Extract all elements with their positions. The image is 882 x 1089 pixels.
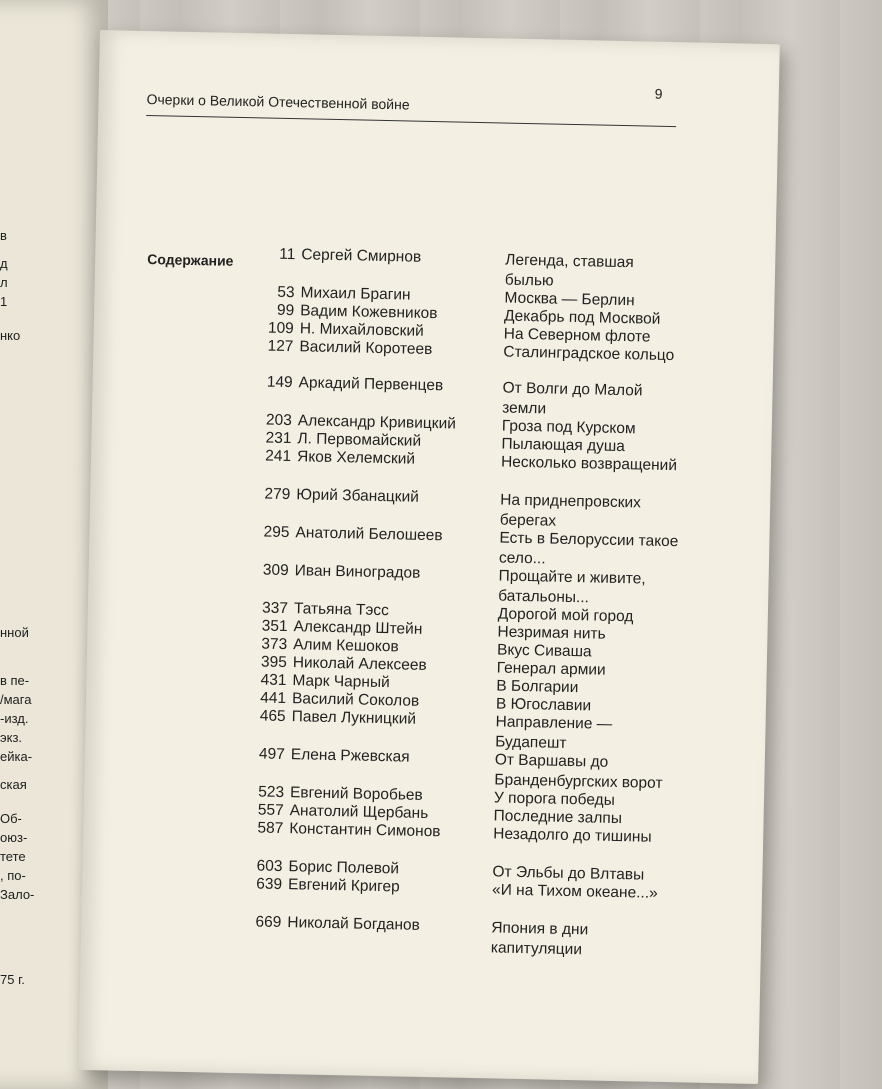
toc-entry-page: 669 — [255, 913, 282, 931]
toc-entry-author: Евгений Воробьев — [289, 784, 423, 804]
toc-entry-author: Василий Соколов — [291, 690, 420, 710]
toc-entry-title: Дорогой мой город — [497, 605, 634, 626]
toc-entry-page: 587 — [257, 819, 284, 838]
left-page-text-fragment: ская — [0, 777, 27, 792]
left-page-text-fragment: , по- — [0, 868, 26, 883]
running-header-title: Очерки о Великой Отечественной войне — [146, 90, 410, 113]
toc-entry-title: Есть в Белоруссии такое село... — [498, 529, 679, 568]
toc-entry-title: Москва — Берлин — [504, 289, 635, 310]
toc-entry-page: 53 — [277, 283, 295, 302]
toc-entry — [93, 370, 773, 418]
toc-entry-author: Василий Коротеев — [299, 338, 433, 359]
toc-entry-author: Анатолий Белошеев — [295, 524, 443, 545]
toc-entry-page: 231 — [265, 429, 292, 448]
toc-entry-title: От Эльбы до Влтавы — [492, 863, 645, 884]
toc-entry-page: 431 — [260, 671, 287, 690]
toc-entry-page: 639 — [256, 875, 283, 894]
toc-entry-title: Прощайте и живите, батальоны... — [498, 567, 646, 607]
toc-entry-author: Александр Штейн — [293, 618, 423, 638]
left-page-text-fragment: экз. — [0, 730, 23, 745]
left-page-text-fragment: /мага — [0, 692, 32, 707]
toc-entry-author: Николай Алексеев — [292, 654, 427, 674]
toc-entry-page: 241 — [265, 447, 292, 466]
toc-entry-author: Аркадий Первенцев — [298, 374, 444, 395]
toc-entry-title: Легенда, ставшая былью — [504, 251, 634, 290]
toc-entry-page: 149 — [266, 373, 293, 392]
left-page-text-fragment: Зало- — [0, 887, 35, 902]
toc-entry-title: От Варшавы до Бранденбургских ворот — [494, 751, 663, 792]
toc-entry — [83, 854, 763, 884]
toc-entry-title: Несколько возвращений — [500, 453, 678, 475]
toc-entry-title: Незримая нить — [497, 623, 606, 643]
toc-entry-page: 603 — [256, 857, 283, 876]
toc-entry-page: 99 — [276, 301, 295, 320]
toc-entry-page: 373 — [261, 635, 288, 654]
toc-entry-title: На Северном флоте — [503, 325, 651, 346]
toc-entry-page: 557 — [257, 801, 284, 820]
toc-entry-author: Татьяна Тэсс — [293, 600, 390, 620]
toc-entry-title: Декабрь под Москвой — [503, 307, 661, 328]
toc-entry — [82, 910, 762, 959]
toc-entry-page: 109 — [267, 319, 294, 338]
toc-entry-page: 127 — [267, 337, 294, 356]
toc-entry-author: Александр Кривицкий — [297, 412, 457, 433]
toc-entry-title: Пылающая душа — [501, 435, 626, 456]
header-rule — [146, 115, 676, 127]
toc-heading: Содержание — [147, 251, 234, 269]
page-number: 9 — [654, 85, 663, 102]
toc-entry-page: 279 — [264, 485, 291, 504]
toc-entry-title: Гроза под Курском — [501, 417, 636, 438]
toc-entry-page: 337 — [261, 599, 289, 618]
toc-entry-page: 11 — [279, 245, 296, 264]
left-page-text-fragment: тете — [0, 849, 26, 864]
toc-entry-title: Сталинградское кольцо — [503, 343, 675, 365]
left-page-text-fragment: 1 — [0, 294, 8, 309]
toc-entry-author: Вадим Кожевников — [299, 302, 438, 323]
toc-entry-title: На приднепровских берегах — [499, 491, 642, 530]
left-page-text-fragment: Об- — [0, 811, 22, 826]
left-page-text-fragment: 75 г. — [0, 972, 25, 987]
left-page-text-fragment: оюз- — [0, 830, 28, 845]
toc-entry-title: Последние залпы — [493, 807, 623, 828]
toc-entry-author: Павел Лукницкий — [291, 708, 417, 728]
toc-entry-author: Яков Хелемский — [296, 448, 416, 468]
toc-entry-page: 395 — [260, 653, 287, 672]
toc-entry-author: Сергей Смирнов — [301, 246, 422, 266]
toc-entry-author: Марк Чарный — [292, 672, 390, 692]
left-page-text-fragment: л — [0, 275, 8, 290]
toc-entry-title: В Югославии — [495, 695, 592, 715]
toc-entry-author: Л. Первомайский — [297, 430, 422, 450]
toc-entry-author: Алим Кешоков — [292, 636, 399, 656]
toc-entry-author: Анатолий Щербань — [289, 802, 429, 823]
toc-entry-author: Борис Полевой — [288, 858, 400, 878]
toc-entry-page: 351 — [261, 617, 288, 636]
toc-entry-page: 497 — [258, 745, 286, 764]
toc-entry-author: Юрий Збанацкий — [296, 486, 420, 506]
toc-entry-title: Вкус Сиваша — [496, 641, 592, 661]
toc-entry-author: Иван Виноградов — [294, 562, 421, 582]
toc-entry-title: Генерал армии — [496, 659, 606, 679]
left-page-text-fragment: д — [0, 256, 8, 271]
toc-entry-author: Елена Ржевская — [290, 746, 410, 766]
left-page-text-fragment: в — [0, 228, 7, 243]
toc-entry — [91, 482, 771, 530]
toc-entry-page: 203 — [265, 411, 293, 430]
toc-entry-author: Евгений Кригер — [287, 876, 400, 896]
toc-entry-author: Н. Михайловский — [299, 320, 424, 340]
toc-entry-title: Япония в дни капитуляции — [490, 919, 589, 959]
toc-entry-page: 465 — [259, 707, 286, 726]
left-page-text-fragment: нко — [0, 328, 21, 343]
toc-entry-page: 441 — [259, 689, 287, 708]
toc-entry-title: В Болгарии — [496, 677, 579, 697]
toc-entry-author: Михаил Брагин — [300, 284, 411, 304]
toc-entry-page: 523 — [258, 783, 285, 802]
left-page-text-fragment: ейка- — [0, 749, 33, 764]
toc-entry-page: 309 — [262, 561, 289, 580]
toc-entry-title: Незадолго до тишины — [493, 825, 652, 846]
toc-entry-title: У порога победы — [493, 789, 615, 809]
left-page-text-fragment: нной — [0, 625, 29, 640]
left-page-text-fragment: -изд. — [0, 711, 29, 726]
toc-entry-title: «И на Тихом океане...» — [491, 881, 658, 902]
toc-entry-title: Направление — Будапешт — [494, 713, 613, 752]
toc-entry-title: От Волги до Малой земли — [501, 379, 643, 418]
toc-entry-author: Константин Симонов — [289, 820, 441, 841]
book-page — [78, 30, 780, 1084]
left-page-text-fragment: в пе- — [0, 673, 30, 688]
toc-entry-author: Николай Богданов — [287, 914, 421, 934]
toc-entry-page: 295 — [263, 523, 290, 542]
